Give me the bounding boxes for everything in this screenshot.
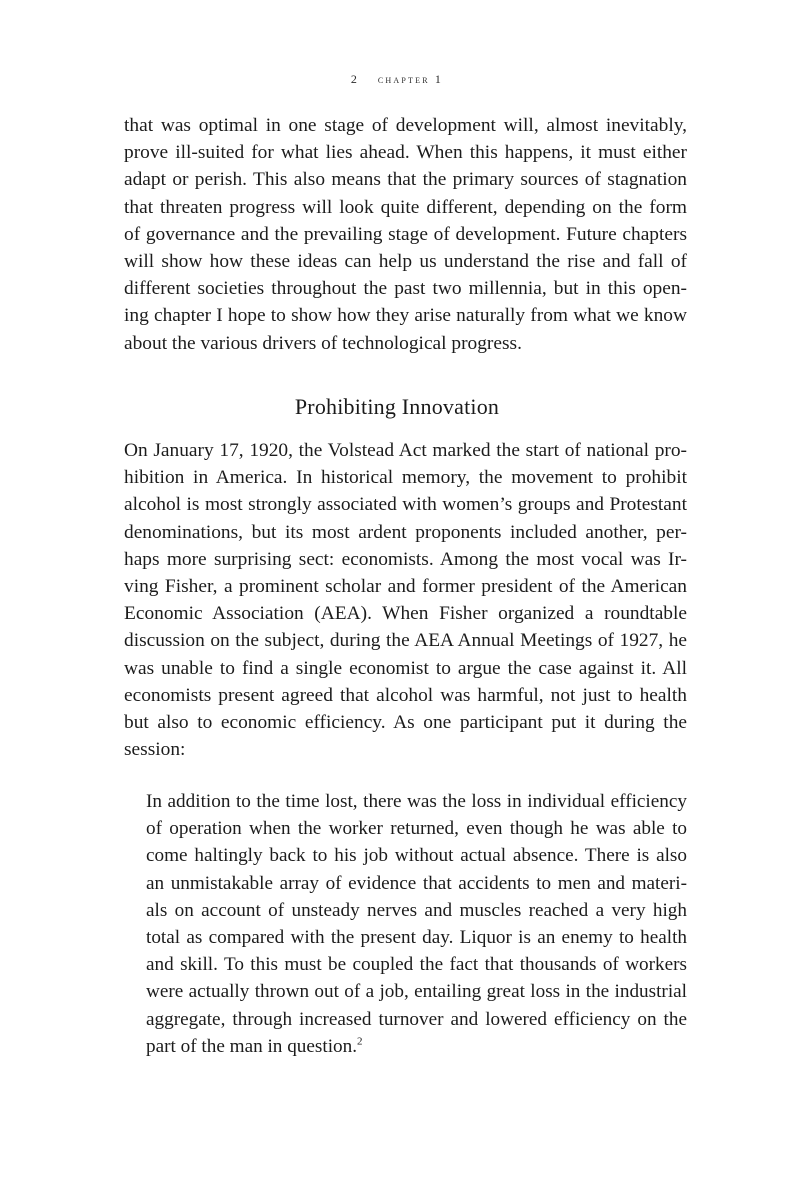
text-line: will show how these ideas can help us understand the rise and fall of xyxy=(124,251,687,273)
last-quote-line: part of the man in question. xyxy=(146,1035,358,1057)
text-line: of governance and the prevailing stage of development. Future chapters xyxy=(124,223,687,245)
text-line: denominations, but its most ardent proponents included another, per- xyxy=(124,521,687,543)
text-line: On January 17, 1920, the Volstead Act marked the start of national pro- xyxy=(124,440,687,461)
text-line: discussion on the subject, during the AEA Annual Meetings of 1927, he xyxy=(124,630,687,652)
text-line: als on account of unsteady nerves and muscles reached a very high xyxy=(146,899,687,921)
text-line: prove ill-suited for what lies ahead. When this happens, it must either xyxy=(124,142,687,164)
text-line: about the various drivers of technological progress. xyxy=(124,332,522,354)
running-head xyxy=(0,72,794,87)
text-line: economists present agreed that alcohol was harmful, not just to health xyxy=(124,684,687,706)
text-line: were actually thrown out of a job, entailing great loss in the industrial xyxy=(146,981,687,1003)
section-heading: Prohibiting Innovation xyxy=(294,394,500,419)
text-line: that was optimal in one stage of development will, almost inevitably, xyxy=(124,115,687,136)
text-line: total as compared with the present day. Liquor is an enemy to health xyxy=(146,927,687,949)
text-line: alcohol is most strongly associated with women’s groups and Protestant xyxy=(124,494,687,516)
text-line: come haltingly back to his job without actual absence. There is also xyxy=(146,845,687,867)
text-line: ving Fisher, a prominent scholar and former president of the American xyxy=(124,576,687,598)
footnote-marker[interactable]: 2 xyxy=(357,1035,363,1048)
text-line: and skill. To this must be coupled the fact that thousands of workers xyxy=(146,954,687,976)
text-line: ing chapter I hope to show how they arise naturally from what we know xyxy=(124,305,687,327)
body-paragraph xyxy=(124,437,687,763)
block-quote xyxy=(146,788,687,1060)
text-line: that threaten progress will look quite different, depending on the form xyxy=(124,196,687,218)
paragraph-text xyxy=(124,437,687,763)
text-line: an unmistakable array of evidence that accidents to men and materi- xyxy=(146,872,687,894)
text-line: hibition in America. In historical memory, the movement to prohibit xyxy=(124,467,687,489)
text-line: was unable to find a single economist to argue the case against it. All xyxy=(124,657,687,679)
text-line: different societies throughout the past two millennia, but in this open- xyxy=(124,278,687,300)
text-line: adapt or perish. This also means that the primary sources of stagnation xyxy=(124,169,687,191)
page-number: 2 xyxy=(350,72,359,86)
text-line: of operation when the worker returned, even though he was able to xyxy=(146,818,687,840)
text-line: but also to economic efficiency. As one participant put it during the xyxy=(124,712,687,734)
text-line: haps more surprising sect: economists. Among the most vocal was Ir- xyxy=(124,548,687,570)
intro-paragraph xyxy=(124,112,687,357)
text-line: In addition to the time lost, there was the loss in individual efficiency xyxy=(146,791,687,812)
chapter-label: chapter 1 xyxy=(377,72,444,86)
paragraph-text xyxy=(124,112,687,357)
text-line xyxy=(146,1033,687,1060)
quote-text xyxy=(146,788,687,1060)
text-line: Economic Association (AEA). When Fisher organized a roundtable xyxy=(124,603,687,625)
text-line: aggregate, through increased turnover and lowered efficiency on the xyxy=(146,1008,687,1030)
text-line: session: xyxy=(124,739,186,761)
